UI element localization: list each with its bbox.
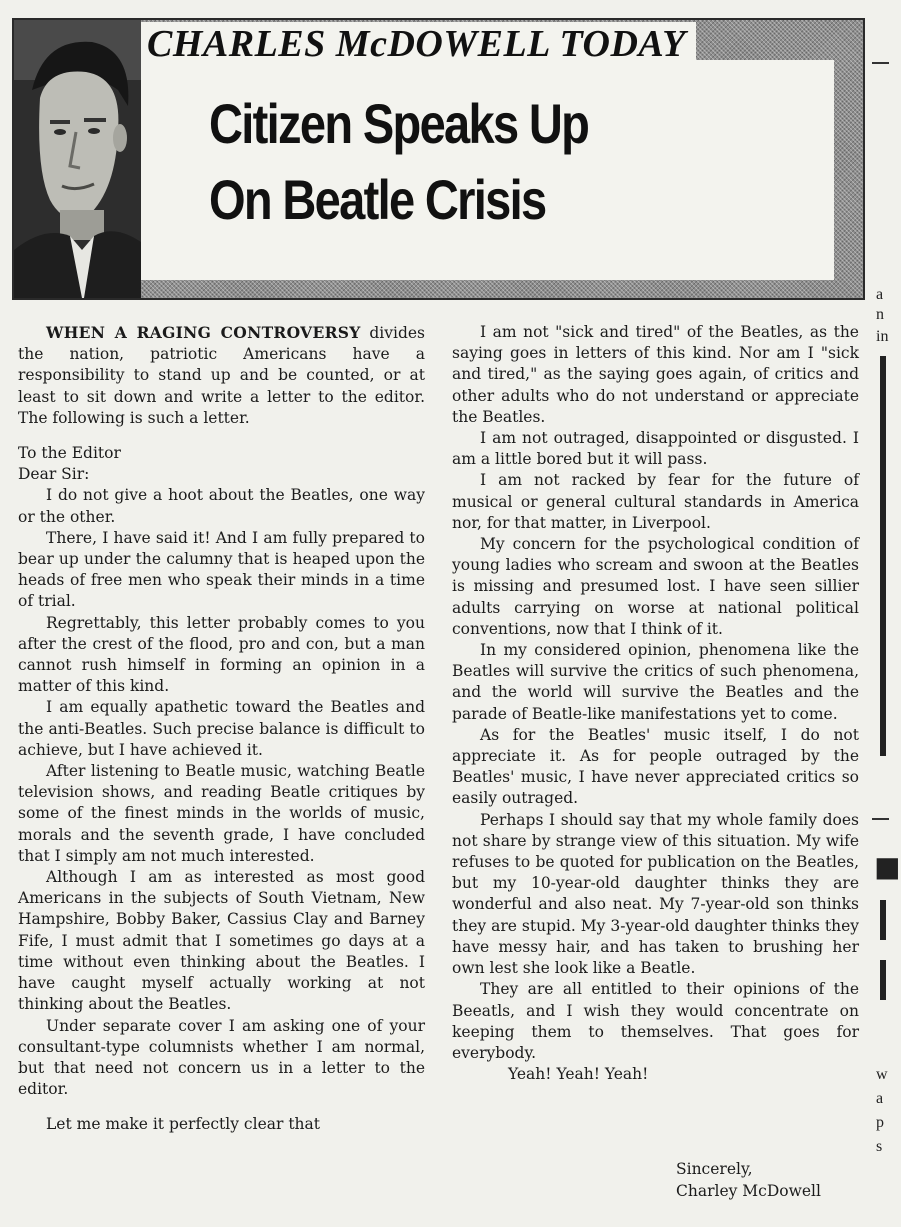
paragraph: There, I have said it! And I am fully prepared to bear up under the calumny that is heaped upon the heads of free men who speak their minds in a time of trial.	[18, 528, 425, 611]
paragraph: Under separate cover I am asking one of your consultant-type columnists whether I am normal, but that need not concern us in a letter to the editor.	[18, 1016, 425, 1099]
paragraph: They are all entitled to their opinions of the Beeatls, and I wish they would concentrate on keeping them to themselves. That goes for everybody.	[452, 980, 859, 1062]
edge-text: p	[876, 1114, 884, 1131]
headline	[209, 86, 679, 238]
edge-text: a	[876, 286, 884, 303]
paragraph: After listening to Beatle music, watching Beatle television shows, and reading Beatle critiques by some of the finest minds in the worlds of music, morals and the seventh grade, I have concluded that I simply am not much interested.	[18, 762, 425, 865]
article-column-left	[18, 322, 425, 1136]
adjacent-column-edge	[872, 0, 901, 1227]
edge-rule	[872, 818, 889, 820]
paragraph: My concern for the psychological condition of young ladies who scream and swoon at the Beatles is missing and presumed lost. I have seen sillier adults carrying on worse at national political conventions, now that I think of it.	[452, 535, 859, 638]
paragraph: I do not give a hoot about the Beatles, one way or the other.	[18, 486, 425, 526]
signature-block	[676, 1158, 866, 1202]
paragraph-continues: Let me make it perfectly clear that	[46, 1115, 320, 1134]
edge-dark-bar	[880, 960, 886, 1000]
salutation-line-1: To the Editor	[18, 444, 121, 463]
paragraph: As for the Beatles' music itself, I do not appreciate it. As for people outraged by the Beatles' music, I have never appreciated critics so easily outraged.	[452, 725, 859, 808]
lead-caps: WHEN A RAGING CONTROVERSY	[46, 323, 361, 342]
edge-text: s	[876, 1138, 883, 1155]
paragraph: I am equally apathetic toward the Beatles and the anti-Beatles. Such precise balance is difficult to achieve, but I have achieved it.	[18, 698, 425, 759]
paragraph: Perhaps I should say that my whole family does not share by strange view of this situation. My wife refuses to be quoted for publication on the Beatles, but my 10-year-old daughter thinks they are wonderful and also neat. My 7-year-old son thinks they are stupid. My 3-year-old daughter thinks they have messy hair, and has taken to brushing her own lest she look like a Beatle.	[452, 810, 859, 978]
columnist-photo	[14, 20, 141, 298]
spacer	[18, 429, 425, 443]
edge-dark-bar	[880, 900, 886, 940]
lead-paragraph	[18, 322, 425, 429]
edge-rule	[872, 62, 889, 64]
paragraph: Although I am as interested as most good Americans in the subjects of South Vietnam, New Hampshire, Bobby Baker, Cassius Clay and Barney Fife, I must admit that I sometimes go days at a time without even thinking about the Beatles. I have caught myself actually working at not thinking about the Beatles.	[18, 868, 425, 1014]
edge-dark-bar	[880, 356, 886, 756]
sign-off: Sincerely,	[676, 1160, 753, 1178]
paragraph: In my considered opinion, phenomena like the Beatles will survive the critics of such phenomena, and the world will survive the Beatles and the parade of Beatle-like manifestations yet to come.	[452, 641, 859, 723]
paragraph: Regrettably, this letter probably comes to you after the crest of the flood, pro and con, but a man cannot rush himself in forming an opinion in a matter of this kind.	[18, 613, 425, 696]
paragraph: I am not outraged, disappointed or disgusted. I am a little bored but it will pass.	[452, 429, 859, 469]
paragraph: I am not racked by fear for the future of musical or general cultural standards in America nor, for that matter, in Liverpool.	[452, 471, 859, 532]
headline-line-2: On Beatle Crisis	[209, 168, 546, 231]
spacer	[18, 1100, 425, 1114]
edge-text: a	[876, 1090, 884, 1107]
signature-name: Charley McDowell	[676, 1182, 821, 1200]
yeah-line: Yeah! Yeah! Yeah!	[508, 1065, 649, 1084]
edge-text: in	[876, 328, 889, 345]
headline-line-1: Citizen Speaks Up	[209, 92, 589, 155]
paragraph: I am not "sick and tired" of the Beatles, as the saying goes in letters of this kind. Nor am I "sick and tired," as the saying goes again, of critics and other adults who do not understand or appreciate the Beatles.	[452, 323, 859, 426]
article-column-right	[452, 322, 859, 1085]
salutation-line-2: Dear Sir:	[18, 465, 90, 484]
column-header	[12, 18, 865, 300]
edge-text: w	[876, 1066, 888, 1083]
edge-glyph: ■	[874, 843, 901, 892]
lead-text: divides the nation, patriotic Americans have a responsibility to stand up and be counted, or at least to sit down and write a letter to the editor. The following is such a letter.	[18, 324, 425, 427]
edge-text: n	[876, 306, 884, 323]
column-title: CHARLES McDOWELL TODAY	[141, 22, 696, 66]
